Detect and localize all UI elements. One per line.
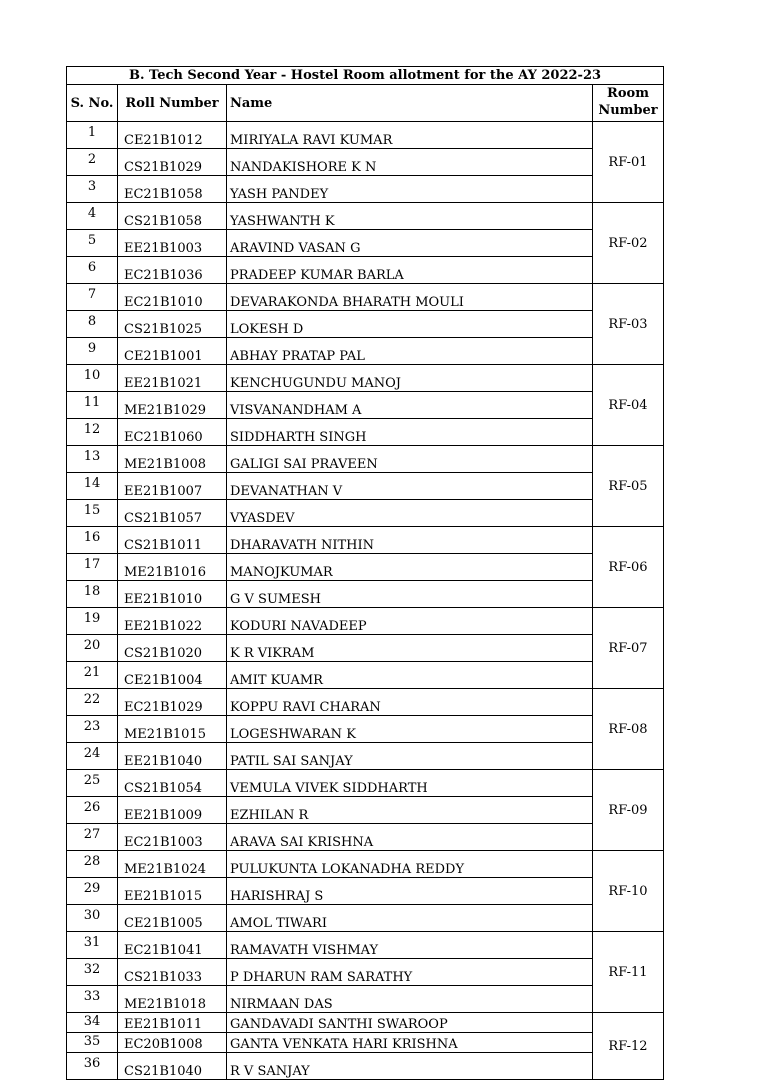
serial-number-cell: 5 — [67, 230, 118, 257]
roll-number-cell: EC21B1029 — [118, 689, 227, 716]
table-row — [67, 662, 664, 689]
table-row — [67, 797, 664, 824]
table-row — [67, 851, 664, 878]
roll-number-cell: CS21B1033 — [118, 959, 227, 986]
room-number-cell: RF-05 — [593, 446, 664, 527]
title-row — [67, 67, 664, 85]
table-row — [67, 419, 664, 446]
room-allotment-table — [66, 66, 664, 1080]
header-name: Name — [227, 85, 593, 122]
table-row — [67, 770, 664, 797]
student-name-cell: HARISHRAJ S — [227, 878, 593, 905]
table-row — [67, 122, 664, 149]
student-name-cell: K R VIKRAM — [227, 635, 593, 662]
serial-number-cell: 23 — [67, 716, 118, 743]
table-row — [67, 365, 664, 392]
serial-number-cell: 31 — [67, 932, 118, 959]
serial-number-cell: 26 — [67, 797, 118, 824]
table-row — [67, 527, 664, 554]
header-room-line2: Number — [598, 103, 658, 118]
roll-number-cell: EE21B1011 — [118, 1013, 227, 1033]
roll-number-cell: CE21B1012 — [118, 122, 227, 149]
serial-number-cell: 22 — [67, 689, 118, 716]
table-row — [67, 446, 664, 473]
table-row — [67, 176, 664, 203]
roll-number-cell: CS21B1025 — [118, 311, 227, 338]
header-row — [67, 85, 664, 122]
serial-number-cell: 15 — [67, 500, 118, 527]
student-name-cell: NIRMAAN DAS — [227, 986, 593, 1013]
table-row — [67, 959, 664, 986]
table-row — [67, 743, 664, 770]
roll-number-cell: EE21B1015 — [118, 878, 227, 905]
serial-number-cell: 33 — [67, 986, 118, 1013]
student-name-cell: KENCHUGUNDU MANOJ — [227, 365, 593, 392]
room-number-cell: RF-02 — [593, 203, 664, 284]
student-name-cell: RAMAVATH VISHMAY — [227, 932, 593, 959]
table-title: B. Tech Second Year - Hostel Room allotment for the AY 2022-23 — [67, 67, 664, 85]
roll-number-cell: ME21B1016 — [118, 554, 227, 581]
room-number-cell: RF-04 — [593, 365, 664, 446]
header-room-number — [593, 85, 664, 122]
roll-number-cell: EC21B1060 — [118, 419, 227, 446]
student-name-cell: LOKESH D — [227, 311, 593, 338]
serial-number-cell: 6 — [67, 257, 118, 284]
roll-number-cell: EE21B1007 — [118, 473, 227, 500]
student-name-cell: PRADEEP KUMAR BARLA — [227, 257, 593, 284]
serial-number-cell: 13 — [67, 446, 118, 473]
roll-number-cell: EC21B1058 — [118, 176, 227, 203]
student-name-cell: GANTA VENKATA HARI KRISHNA — [227, 1033, 593, 1053]
roll-number-cell: EC21B1041 — [118, 932, 227, 959]
serial-number-cell: 18 — [67, 581, 118, 608]
serial-number-cell: 35 — [67, 1033, 118, 1053]
room-number-cell: RF-06 — [593, 527, 664, 608]
serial-number-cell: 21 — [67, 662, 118, 689]
roll-number-cell: CS21B1040 — [118, 1053, 227, 1080]
table-row — [67, 473, 664, 500]
roll-number-cell: EE21B1010 — [118, 581, 227, 608]
student-name-cell: MIRIYALA RAVI KUMAR — [227, 122, 593, 149]
student-name-cell: DEVANATHAN V — [227, 473, 593, 500]
roll-number-cell: ME21B1008 — [118, 446, 227, 473]
student-name-cell: MANOJKUMAR — [227, 554, 593, 581]
student-name-cell: ABHAY PRATAP PAL — [227, 338, 593, 365]
serial-number-cell: 10 — [67, 365, 118, 392]
serial-number-cell: 28 — [67, 851, 118, 878]
student-name-cell: NANDAKISHORE K N — [227, 149, 593, 176]
serial-number-cell: 20 — [67, 635, 118, 662]
serial-number-cell: 9 — [67, 338, 118, 365]
serial-number-cell: 17 — [67, 554, 118, 581]
roll-number-cell: EC21B1003 — [118, 824, 227, 851]
table-row — [67, 581, 664, 608]
room-number-cell: RF-09 — [593, 770, 664, 851]
roll-number-cell: ME21B1029 — [118, 392, 227, 419]
serial-number-cell: 14 — [67, 473, 118, 500]
roll-number-cell: CS21B1058 — [118, 203, 227, 230]
room-number-cell: RF-12 — [593, 1013, 664, 1080]
table-row — [67, 149, 664, 176]
roll-number-cell: CS21B1057 — [118, 500, 227, 527]
room-number-cell: RF-03 — [593, 284, 664, 365]
table-row — [67, 1033, 664, 1053]
roll-number-cell: CS21B1020 — [118, 635, 227, 662]
student-name-cell: AMOL TIWARI — [227, 905, 593, 932]
roll-number-cell: CS21B1054 — [118, 770, 227, 797]
serial-number-cell: 30 — [67, 905, 118, 932]
serial-number-cell: 16 — [67, 527, 118, 554]
serial-number-cell: 34 — [67, 1013, 118, 1033]
table-row — [67, 905, 664, 932]
table-row — [67, 500, 664, 527]
table-row — [67, 1053, 664, 1080]
table-body — [67, 122, 664, 1080]
serial-number-cell: 1 — [67, 122, 118, 149]
serial-number-cell: 24 — [67, 743, 118, 770]
student-name-cell: DEVARAKONDA BHARATH MOULI — [227, 284, 593, 311]
table-row — [67, 932, 664, 959]
serial-number-cell: 19 — [67, 608, 118, 635]
table-row — [67, 338, 664, 365]
roll-number-cell: CS21B1011 — [118, 527, 227, 554]
student-name-cell: G V SUMESH — [227, 581, 593, 608]
table-row — [67, 392, 664, 419]
table-row — [67, 716, 664, 743]
table-row — [67, 311, 664, 338]
student-name-cell: VYASDEV — [227, 500, 593, 527]
roll-number-cell: CE21B1001 — [118, 338, 227, 365]
table-row — [67, 554, 664, 581]
table-row — [67, 824, 664, 851]
table-row — [67, 689, 664, 716]
room-number-cell: RF-11 — [593, 932, 664, 1013]
roll-number-cell: CS21B1029 — [118, 149, 227, 176]
student-name-cell: ARAVA SAI KRISHNA — [227, 824, 593, 851]
serial-number-cell: 29 — [67, 878, 118, 905]
roll-number-cell: EE21B1021 — [118, 365, 227, 392]
roll-number-cell: CE21B1005 — [118, 905, 227, 932]
table-row — [67, 284, 664, 311]
student-name-cell: KOPPU RAVI CHARAN — [227, 689, 593, 716]
roll-number-cell: ME21B1024 — [118, 851, 227, 878]
serial-number-cell: 32 — [67, 959, 118, 986]
student-name-cell: P DHARUN RAM SARATHY — [227, 959, 593, 986]
student-name-cell: R V SANJAY — [227, 1053, 593, 1080]
student-name-cell: DHARAVATH NITHIN — [227, 527, 593, 554]
serial-number-cell: 27 — [67, 824, 118, 851]
roll-number-cell: EE21B1040 — [118, 743, 227, 770]
student-name-cell: GANDAVADI SANTHI SWAROOP — [227, 1013, 593, 1033]
roll-number-cell: CE21B1004 — [118, 662, 227, 689]
header-sno: S. No. — [67, 85, 118, 122]
table-row — [67, 635, 664, 662]
student-name-cell: KODURI NAVADEEP — [227, 608, 593, 635]
serial-number-cell: 8 — [67, 311, 118, 338]
serial-number-cell: 11 — [67, 392, 118, 419]
room-number-cell: RF-10 — [593, 851, 664, 932]
roll-number-cell: EE21B1022 — [118, 608, 227, 635]
header-room-line1: Room — [607, 86, 649, 102]
table-row — [67, 203, 664, 230]
roll-number-cell: ME21B1018 — [118, 986, 227, 1013]
student-name-cell: EZHILAN R — [227, 797, 593, 824]
student-name-cell: VISVANANDHAM A — [227, 392, 593, 419]
serial-number-cell: 12 — [67, 419, 118, 446]
student-name-cell: SIDDHARTH SINGH — [227, 419, 593, 446]
table-row — [67, 257, 664, 284]
roll-number-cell: EE21B1009 — [118, 797, 227, 824]
serial-number-cell: 4 — [67, 203, 118, 230]
table-row — [67, 878, 664, 905]
serial-number-cell: 25 — [67, 770, 118, 797]
serial-number-cell: 7 — [67, 284, 118, 311]
roll-number-cell: EE21B1003 — [118, 230, 227, 257]
roll-number-cell: EC20B1008 — [118, 1033, 227, 1053]
student-name-cell: ARAVIND VASAN G — [227, 230, 593, 257]
roll-number-cell: EC21B1036 — [118, 257, 227, 284]
student-name-cell: PULUKUNTA LOKANADHA REDDY — [227, 851, 593, 878]
table-row — [67, 1013, 664, 1033]
room-number-cell: RF-08 — [593, 689, 664, 770]
student-name-cell: LOGESHWARAN K — [227, 716, 593, 743]
room-number-cell: RF-07 — [593, 608, 664, 689]
serial-number-cell: 36 — [67, 1053, 118, 1080]
student-name-cell: VEMULA VIVEK SIDDHARTH — [227, 770, 593, 797]
table-row — [67, 608, 664, 635]
roll-number-cell: ME21B1015 — [118, 716, 227, 743]
student-name-cell: GALIGI SAI PRAVEEN — [227, 446, 593, 473]
serial-number-cell: 2 — [67, 149, 118, 176]
header-roll-number: Roll Number — [118, 85, 227, 122]
roll-number-cell: EC21B1010 — [118, 284, 227, 311]
student-name-cell: YASH PANDEY — [227, 176, 593, 203]
serial-number-cell: 3 — [67, 176, 118, 203]
student-name-cell: AMIT KUAMR — [227, 662, 593, 689]
student-name-cell: YASHWANTH K — [227, 203, 593, 230]
table-row — [67, 230, 664, 257]
table-row — [67, 986, 664, 1013]
student-name-cell: PATIL SAI SANJAY — [227, 743, 593, 770]
room-number-cell: RF-01 — [593, 122, 664, 203]
